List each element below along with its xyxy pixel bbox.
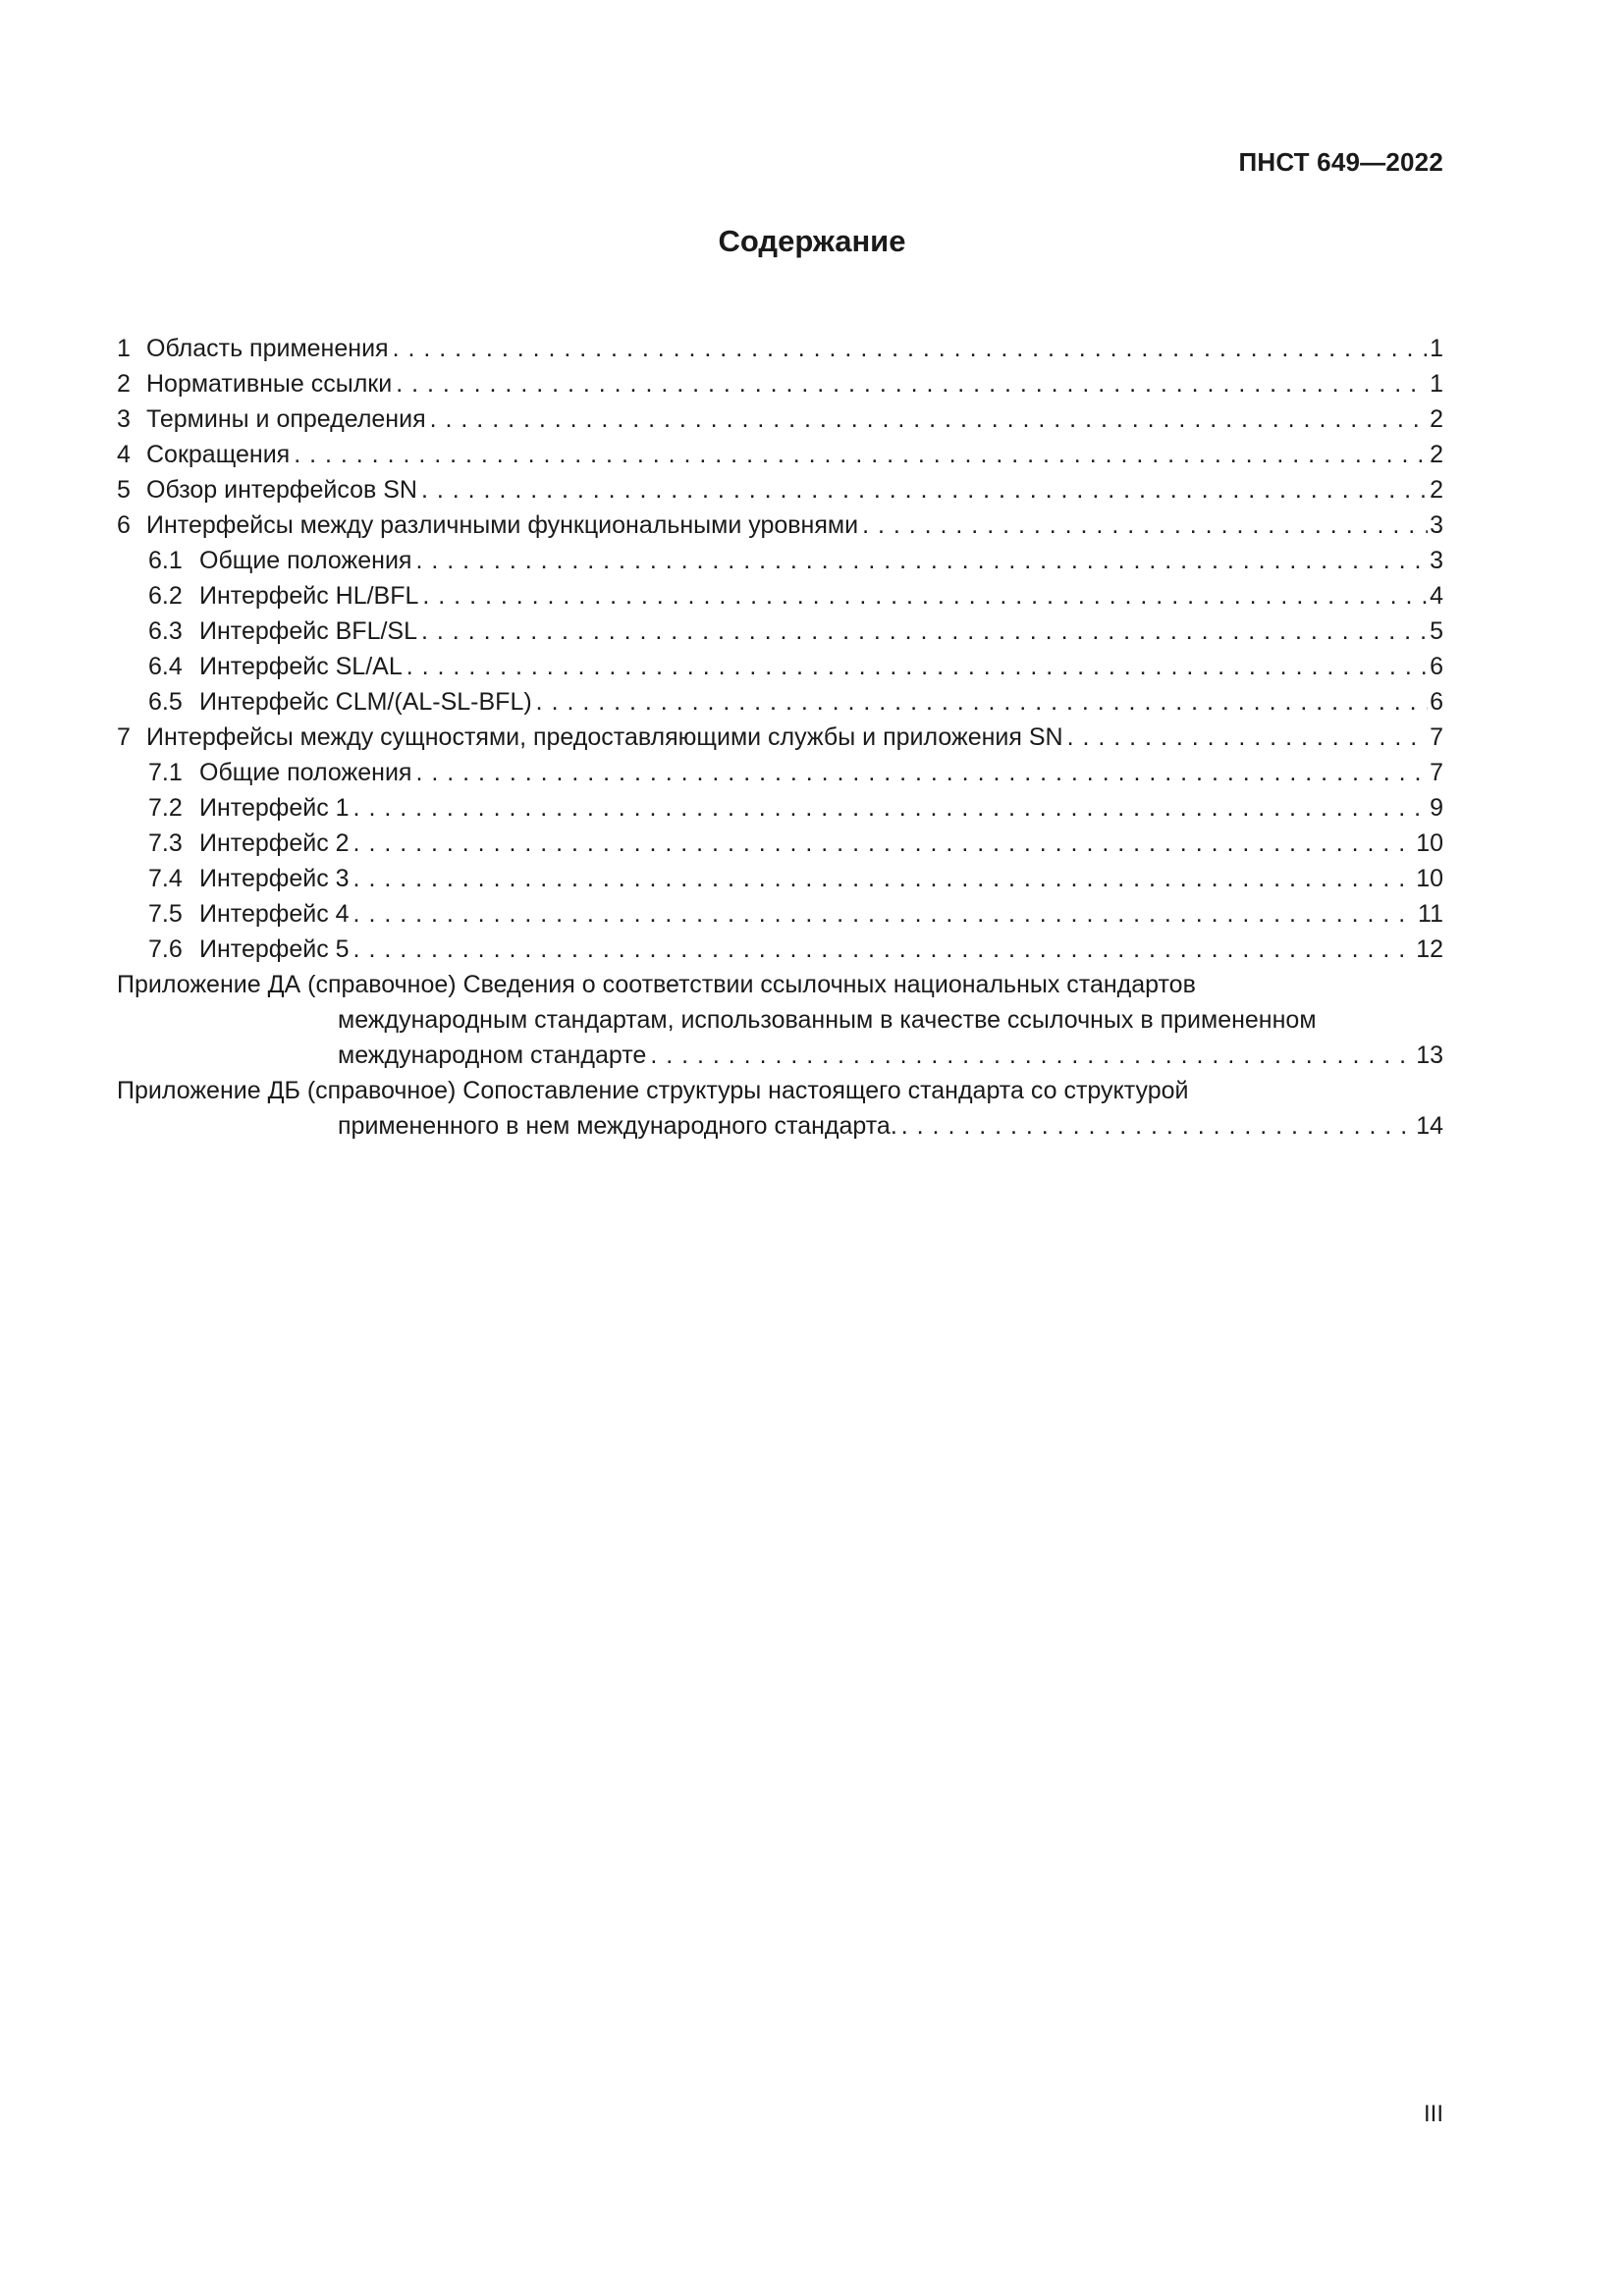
toc-entry-page: 6: [1430, 688, 1443, 716]
toc-entry[interactable]: [117, 331, 1443, 366]
leader-dots: [430, 401, 1428, 437]
toc-entry-number: 7.6: [148, 935, 183, 963]
toc-entry[interactable]: [117, 472, 1443, 507]
toc-entry-page: 1: [1430, 370, 1443, 398]
toc-entry-number: 7.4: [148, 865, 183, 892]
annex-continuation: международном стандарте: [338, 1041, 647, 1069]
leader-dots: [421, 614, 1428, 649]
toc-entry-number: 7: [117, 723, 131, 751]
toc-entry-number: 7.3: [148, 829, 183, 857]
toc-entry-page: 10: [1416, 829, 1443, 857]
leader-dots: [862, 507, 1428, 543]
toc-entry-number: 6.2: [148, 582, 183, 610]
toc-entry[interactable]: [117, 720, 1443, 755]
toc-entry-page: 13: [1416, 1041, 1443, 1069]
leader-dots: [650, 1038, 1414, 1073]
toc-entry-label: Интерфейсы между различными функциональными уровнями: [146, 511, 859, 539]
page-number: III: [1423, 2101, 1443, 2127]
toc-subentry[interactable]: [117, 614, 1443, 649]
toc-entry-label: Сокращения: [146, 441, 291, 468]
toc-entry-number: 4: [117, 441, 131, 468]
toc-entry-page: 7: [1430, 759, 1443, 786]
leader-dots: [536, 684, 1428, 720]
toc-entry-page: 12: [1416, 935, 1443, 963]
leader-dots: [393, 331, 1429, 366]
toc-entry-page: 9: [1430, 794, 1443, 822]
annex-last-line: [117, 1108, 1443, 1144]
toc-subentry[interactable]: [117, 896, 1443, 932]
toc-entry-label: Общие положения: [199, 759, 412, 786]
leader-dots: [353, 826, 1415, 861]
annex-last-line: [117, 1038, 1443, 1073]
toc-entry-page: 2: [1430, 441, 1443, 468]
toc-entry-page: 2: [1430, 476, 1443, 504]
toc-entry-page: 2: [1430, 405, 1443, 433]
toc-entry-label: Интерфейс BFL/SL: [199, 617, 418, 645]
annex-heading: Приложение ДА (справочное) Сведения о соответствии ссылочных национальных стандартов: [117, 971, 1196, 998]
toc-subentry[interactable]: [117, 826, 1443, 861]
leader-dots: [421, 472, 1428, 507]
document-code: ПНСТ 649—2022: [1238, 147, 1443, 177]
toc-subentry[interactable]: [117, 755, 1443, 790]
toc-subentry[interactable]: [117, 861, 1443, 896]
table-of-contents: [117, 331, 1443, 1144]
toc-entry-label: Общие положения: [199, 547, 412, 574]
toc-entry-label: Область применения: [146, 335, 389, 362]
toc-entry-label: Интерфейс 3: [199, 865, 350, 892]
toc-entry-page: 1: [1430, 335, 1443, 362]
toc-entry[interactable]: [117, 507, 1443, 543]
toc-entry-number: 6: [117, 511, 131, 539]
toc-subentry[interactable]: [117, 649, 1443, 684]
annex-continuation: примененного в нем международного стандарта.: [338, 1112, 897, 1140]
toc-entry-label: Интерфейс HL/BFL: [199, 582, 419, 610]
toc-entry-label: Интерфейс 1: [199, 794, 350, 822]
leader-dots: [353, 896, 1417, 932]
leader-dots: [396, 366, 1428, 401]
toc-entry-page: 14: [1416, 1112, 1443, 1140]
toc-subentry[interactable]: [117, 932, 1443, 967]
toc-entry-number: 7.1: [148, 759, 183, 786]
toc-entry-page: 5: [1430, 617, 1443, 645]
toc-entry-number: 7.5: [148, 900, 183, 928]
toc-entry-number: 1: [117, 335, 131, 362]
leader-dots: [415, 755, 1428, 790]
toc-entry-page: 3: [1430, 547, 1443, 574]
toc-entry-number: 3: [117, 405, 131, 433]
toc-subentry[interactable]: [117, 578, 1443, 614]
leader-dots: [422, 578, 1428, 614]
toc-entry-page: 11: [1418, 900, 1443, 928]
toc-entry-page: 6: [1430, 653, 1443, 680]
leader-dots: [901, 1108, 1414, 1144]
toc-entry-label: Интерфейс CLM/(AL-SL-BFL): [199, 688, 532, 716]
toc-entry-number: 2: [117, 370, 131, 398]
toc-subentry[interactable]: [117, 790, 1443, 826]
toc-entry-page: 7: [1430, 723, 1443, 751]
toc-entry-page: 3: [1430, 511, 1443, 539]
toc-entry-page: 4: [1430, 582, 1443, 610]
leader-dots: [1067, 720, 1429, 755]
toc-subentry[interactable]: [117, 684, 1443, 720]
toc-entry[interactable]: [117, 401, 1443, 437]
toc-entry-number: 6.1: [148, 547, 183, 574]
leader-dots: [353, 861, 1415, 896]
toc-entry-label: Интерфейс 4: [199, 900, 350, 928]
toc-entry-label: Интерфейс 2: [199, 829, 350, 857]
toc-entry-label: Интерфейс SL/AL: [199, 653, 403, 680]
annex-heading: Приложение ДБ (справочное) Сопоставление структуры настоящего стандарта со структурой: [117, 1077, 1189, 1104]
toc-entry-label: Интерфейсы между сущностями, предоставляющими службы и приложения SN: [146, 723, 1063, 751]
toc-entry-label: Обзор интерфейсов SN: [146, 476, 417, 504]
toc-entry-number: 6.3: [148, 617, 183, 645]
toc-entry-number: 7.2: [148, 794, 183, 822]
leader-dots: [294, 437, 1428, 472]
toc-entry[interactable]: [117, 366, 1443, 401]
leader-dots: [353, 932, 1415, 967]
annex-entry-db[interactable]: [117, 1073, 1443, 1144]
toc-entry-label: Интерфейс 5: [199, 935, 350, 963]
toc-entry-number: 6.4: [148, 653, 183, 680]
annex-continuation: международным стандартам, использованным в качестве ссылочных в примененном: [338, 1006, 1317, 1034]
toc-subentry[interactable]: [117, 543, 1443, 578]
toc-entry-number: 5: [117, 476, 131, 504]
leader-dots: [353, 790, 1429, 826]
leader-dots: [406, 649, 1428, 684]
toc-entry-label: Термины и определения: [146, 405, 426, 433]
page-title: Содержание: [718, 224, 906, 258]
leader-dots: [415, 543, 1428, 578]
toc-entry-number: 6.5: [148, 688, 183, 716]
toc-entry-label: Нормативные ссылки: [146, 370, 393, 398]
toc-entry-page: 10: [1416, 865, 1443, 892]
annex-entry-da[interactable]: [117, 967, 1443, 1073]
toc-entry[interactable]: [117, 437, 1443, 472]
